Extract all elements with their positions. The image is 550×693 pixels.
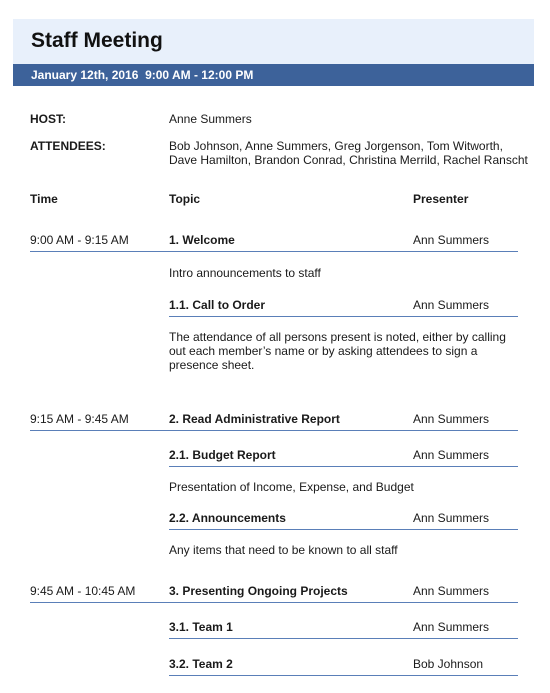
column-header-time: Time <box>30 192 58 206</box>
section-3-time: 9:45 AM - 10:45 AM <box>30 584 136 598</box>
page-title: Staff Meeting <box>31 29 163 52</box>
section-3-presenter: Ann Summers <box>413 584 490 598</box>
item-3-1-divider <box>169 638 518 639</box>
item-1-1-divider <box>169 316 518 317</box>
section-1-topic: 1. Welcome <box>169 233 235 247</box>
section-1-time: 9:00 AM - 9:15 AM <box>30 233 129 247</box>
item-3-2-topic: 3.2. Team 2 <box>169 657 233 671</box>
item-3-2-presenter: Bob Johnson <box>413 657 484 671</box>
section-1-divider <box>30 251 518 252</box>
item-1-1-presenter: Ann Summers <box>413 298 490 312</box>
item-2-1-topic: 2.1. Budget Report <box>169 448 276 462</box>
item-2-1-presenter: Ann Summers <box>413 448 490 462</box>
column-header-presenter: Presenter <box>413 192 469 206</box>
item-2-2-description: Any items that need to be known to all staff <box>169 543 398 557</box>
item-2-1-description: Presentation of Income, Expense, and Budget <box>169 480 414 494</box>
item-3-2-divider <box>169 675 518 676</box>
host-label: HOST: <box>30 112 66 126</box>
date-bar: January 12th, 2016 9:00 AM - 12:00 PM <box>13 64 534 86</box>
item-3-1-topic: 3.1. Team 1 <box>169 620 233 634</box>
section-1-description: Intro announcements to staff <box>169 266 321 280</box>
section-1-presenter: Ann Summers <box>413 233 490 247</box>
section-2-presenter: Ann Summers <box>413 412 490 426</box>
item-2-2-divider <box>169 529 518 530</box>
item-2-2-topic: 2.2. Announcements <box>169 511 286 525</box>
section-2-divider <box>30 430 518 431</box>
attendees-line-1: Bob Johnson, Anne Summers, Greg Jorgenson, Tom Witworth, <box>169 139 503 153</box>
column-header-topic: Topic <box>169 192 201 206</box>
host-value: Anne Summers <box>169 112 252 126</box>
item-1-1-topic: 1.1. Call to Order <box>169 298 266 312</box>
section-3-divider <box>30 602 518 603</box>
section-2-topic: 2. Read Administrative Report <box>169 412 340 426</box>
item-2-2-presenter: Ann Summers <box>413 511 490 525</box>
title-block <box>13 19 534 64</box>
attendees-label: ATTENDEES: <box>30 139 106 153</box>
section-2-time: 9:15 AM - 9:45 AM <box>30 412 129 426</box>
section-3-topic: 3. Presenting Ongoing Projects <box>169 584 348 598</box>
item-3-1-presenter: Ann Summers <box>413 620 490 634</box>
item-1-1-description: The attendance of all persons present is noted, either by calling out each member’s name or by asking attendees to sign a presence sheet. <box>169 330 506 372</box>
attendees-line-2: Dave Hamilton, Brandon Conrad, Christina Merrild, Rachel Ranscht <box>169 153 528 167</box>
item-2-1-divider <box>169 466 518 467</box>
